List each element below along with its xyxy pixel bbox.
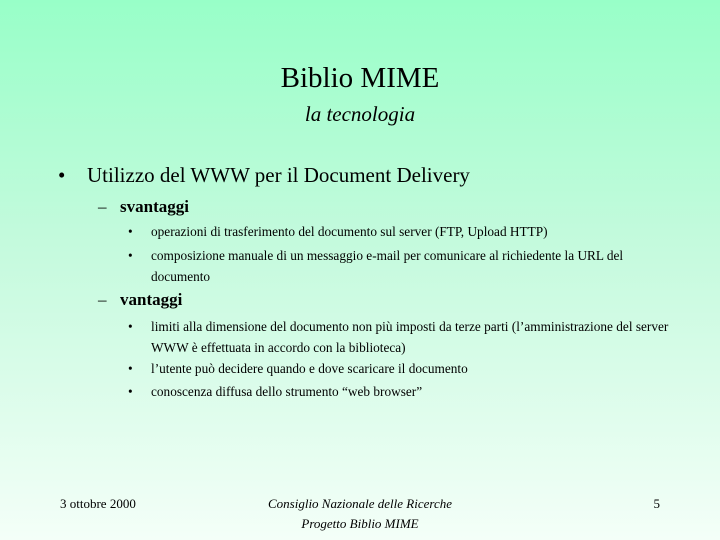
bullet-dot-icon: • xyxy=(128,384,133,399)
dash-icon: – xyxy=(98,290,107,309)
section-heading-svantaggi xyxy=(98,196,189,218)
main-bullet xyxy=(58,161,470,189)
list-item xyxy=(128,221,671,242)
section-heading-text: vantaggi xyxy=(120,290,183,309)
footer-organization xyxy=(220,494,500,534)
bullet-dot-icon: • xyxy=(128,361,133,376)
dash-icon: – xyxy=(98,197,107,216)
footer-date: 3 ottobre 2000 xyxy=(60,496,136,511)
list-item-text: composizione manuale di un messaggio e-mail per comunicare al richiedente la URL del documento xyxy=(151,248,624,284)
list-item xyxy=(128,381,671,402)
bullet-dot-icon: • xyxy=(58,163,66,187)
slide-subtitle: la tecnologia xyxy=(304,102,416,126)
list-item xyxy=(128,316,671,358)
list-item-text: l’utente può decidere quando e dove scaricare il documento xyxy=(151,361,468,376)
bullet-dot-icon: • xyxy=(128,319,133,334)
bullet-dot-icon: • xyxy=(128,248,133,263)
footer-organization-line1: Consiglio Nazionale delle Ricerche xyxy=(267,496,452,511)
bullet-dot-icon: • xyxy=(128,224,133,239)
footer-organization-line2: Progetto Biblio MIME xyxy=(301,516,419,531)
section-heading-text: svantaggi xyxy=(120,197,189,216)
list-item-text: operazioni di trasferimento del documento sul server (FTP, Upload HTTP) xyxy=(151,224,548,239)
list-item xyxy=(128,245,671,287)
list-item-text: conoscenza diffusa dello strumento “web browser” xyxy=(151,384,423,399)
slide-title: Biblio MIME xyxy=(280,62,440,94)
list-item-text: limiti alla dimensione del documento non più imposti da terze parti (l’amministrazione del server WWW è effettuata in accordo con la biblioteca) xyxy=(151,319,669,355)
section-heading-vantaggi xyxy=(98,289,182,311)
list-item xyxy=(128,358,671,379)
page-number: 5 xyxy=(653,496,660,511)
main-bullet-text: Utilizzo del WWW per il Document Delivery xyxy=(87,163,470,187)
